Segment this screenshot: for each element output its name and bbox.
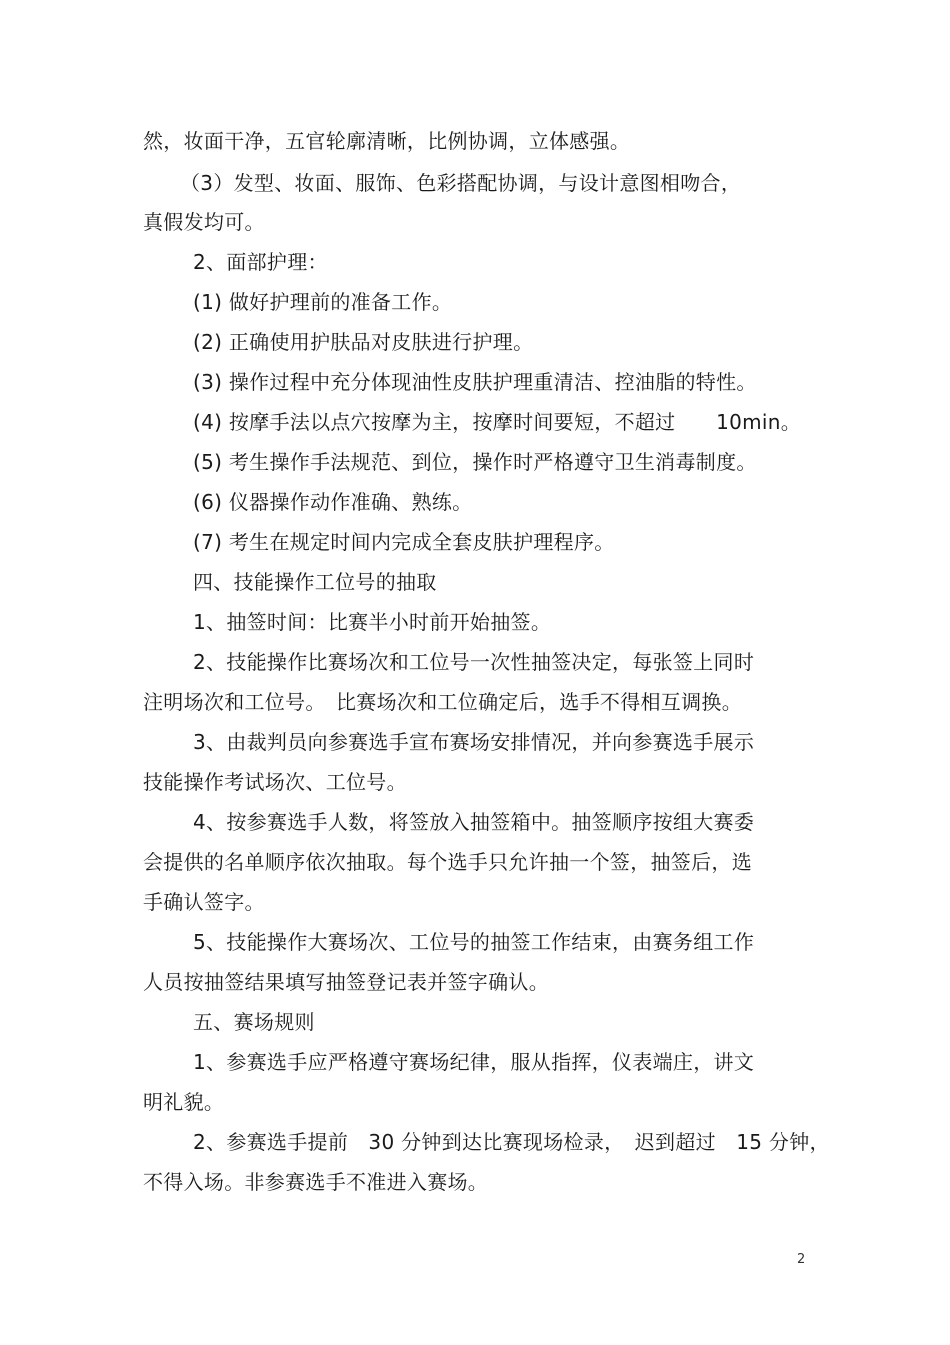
section-heading: 四、技能操作工位号的抽取 <box>193 570 437 594</box>
text-line: 4、按参赛选手人数，将签放入抽签箱中。抽签顺序按组大赛委 <box>193 810 755 834</box>
text-line: 会提供的名单顺序依次抽取。每个选手只允许抽一个签，抽签后，选 <box>143 850 752 874</box>
text-line: 技能操作考试场次、工位号。 <box>143 770 407 794</box>
page-number: 2 <box>797 1252 806 1267</box>
text-line: 人员按抽签结果填写抽签登记表并签字确认。 <box>143 970 549 994</box>
list-item: (3) 操作过程中充分体现油性皮肤护理重清洁、控油脂的特性。 <box>193 370 757 394</box>
section-heading: 2、面部护理： <box>193 250 328 274</box>
list-item: (2) 正确使用护肤品对皮肤进行护理。 <box>193 330 534 354</box>
section-heading: 五、赛场规则 <box>193 1010 315 1034</box>
text-line: 然，妆面干净，五官轮廓清晰，比例协调，立体感强。 <box>143 129 631 153</box>
text-line: 1、参赛选手应严格遵守赛场纪律，服从指挥，仪表端庄，讲文 <box>193 1050 755 1074</box>
list-item: (5) 考生操作手法规范、到位，操作时严格遵守卫生消毒制度。 <box>193 450 757 474</box>
list-item: (1) 做好护理前的准备工作。 <box>193 290 453 314</box>
text-line: 2、技能操作比赛场次和工位号一次性抽签决定，每张签上同时 <box>193 650 755 674</box>
text-line: 真假发均可。 <box>143 210 265 234</box>
list-item: (7) 考生在规定时间内完成全套皮肤护理程序。 <box>193 530 615 554</box>
text-line: 3、由裁判员向参赛选手宣布赛场安排情况，并向参赛选手展示 <box>193 730 755 754</box>
text-line: 5、技能操作大赛场次、工位号的抽签工作结束，由赛务组工作 <box>193 930 755 954</box>
text-line: 明礼貌。 <box>143 1090 225 1114</box>
text-line: 1、抽签时间：比赛半小时前开始抽签。 <box>193 610 552 634</box>
text-line: 手确认签字。 <box>143 890 265 914</box>
list-item: (4) 按摩手法以点穴按摩为主，按摩时间要短，不超过 10min。 <box>193 410 802 434</box>
list-item: (6) 仪器操作动作准确、熟练。 <box>193 490 473 514</box>
text-line: 2、参赛选手提前 30 分钟到达比赛现场检录， 迟到超过 15 分钟， <box>193 1130 830 1154</box>
text-line: 注明场次和工位号。 比赛场次和工位确定后，选手不得相互调换。 <box>143 690 742 714</box>
text-line: （3）发型、妆面、服饰、色彩搭配协调，与设计意图相吻合， <box>180 171 742 195</box>
text-line: 不得入场。非参赛选手不准进入赛场。 <box>143 1170 489 1194</box>
